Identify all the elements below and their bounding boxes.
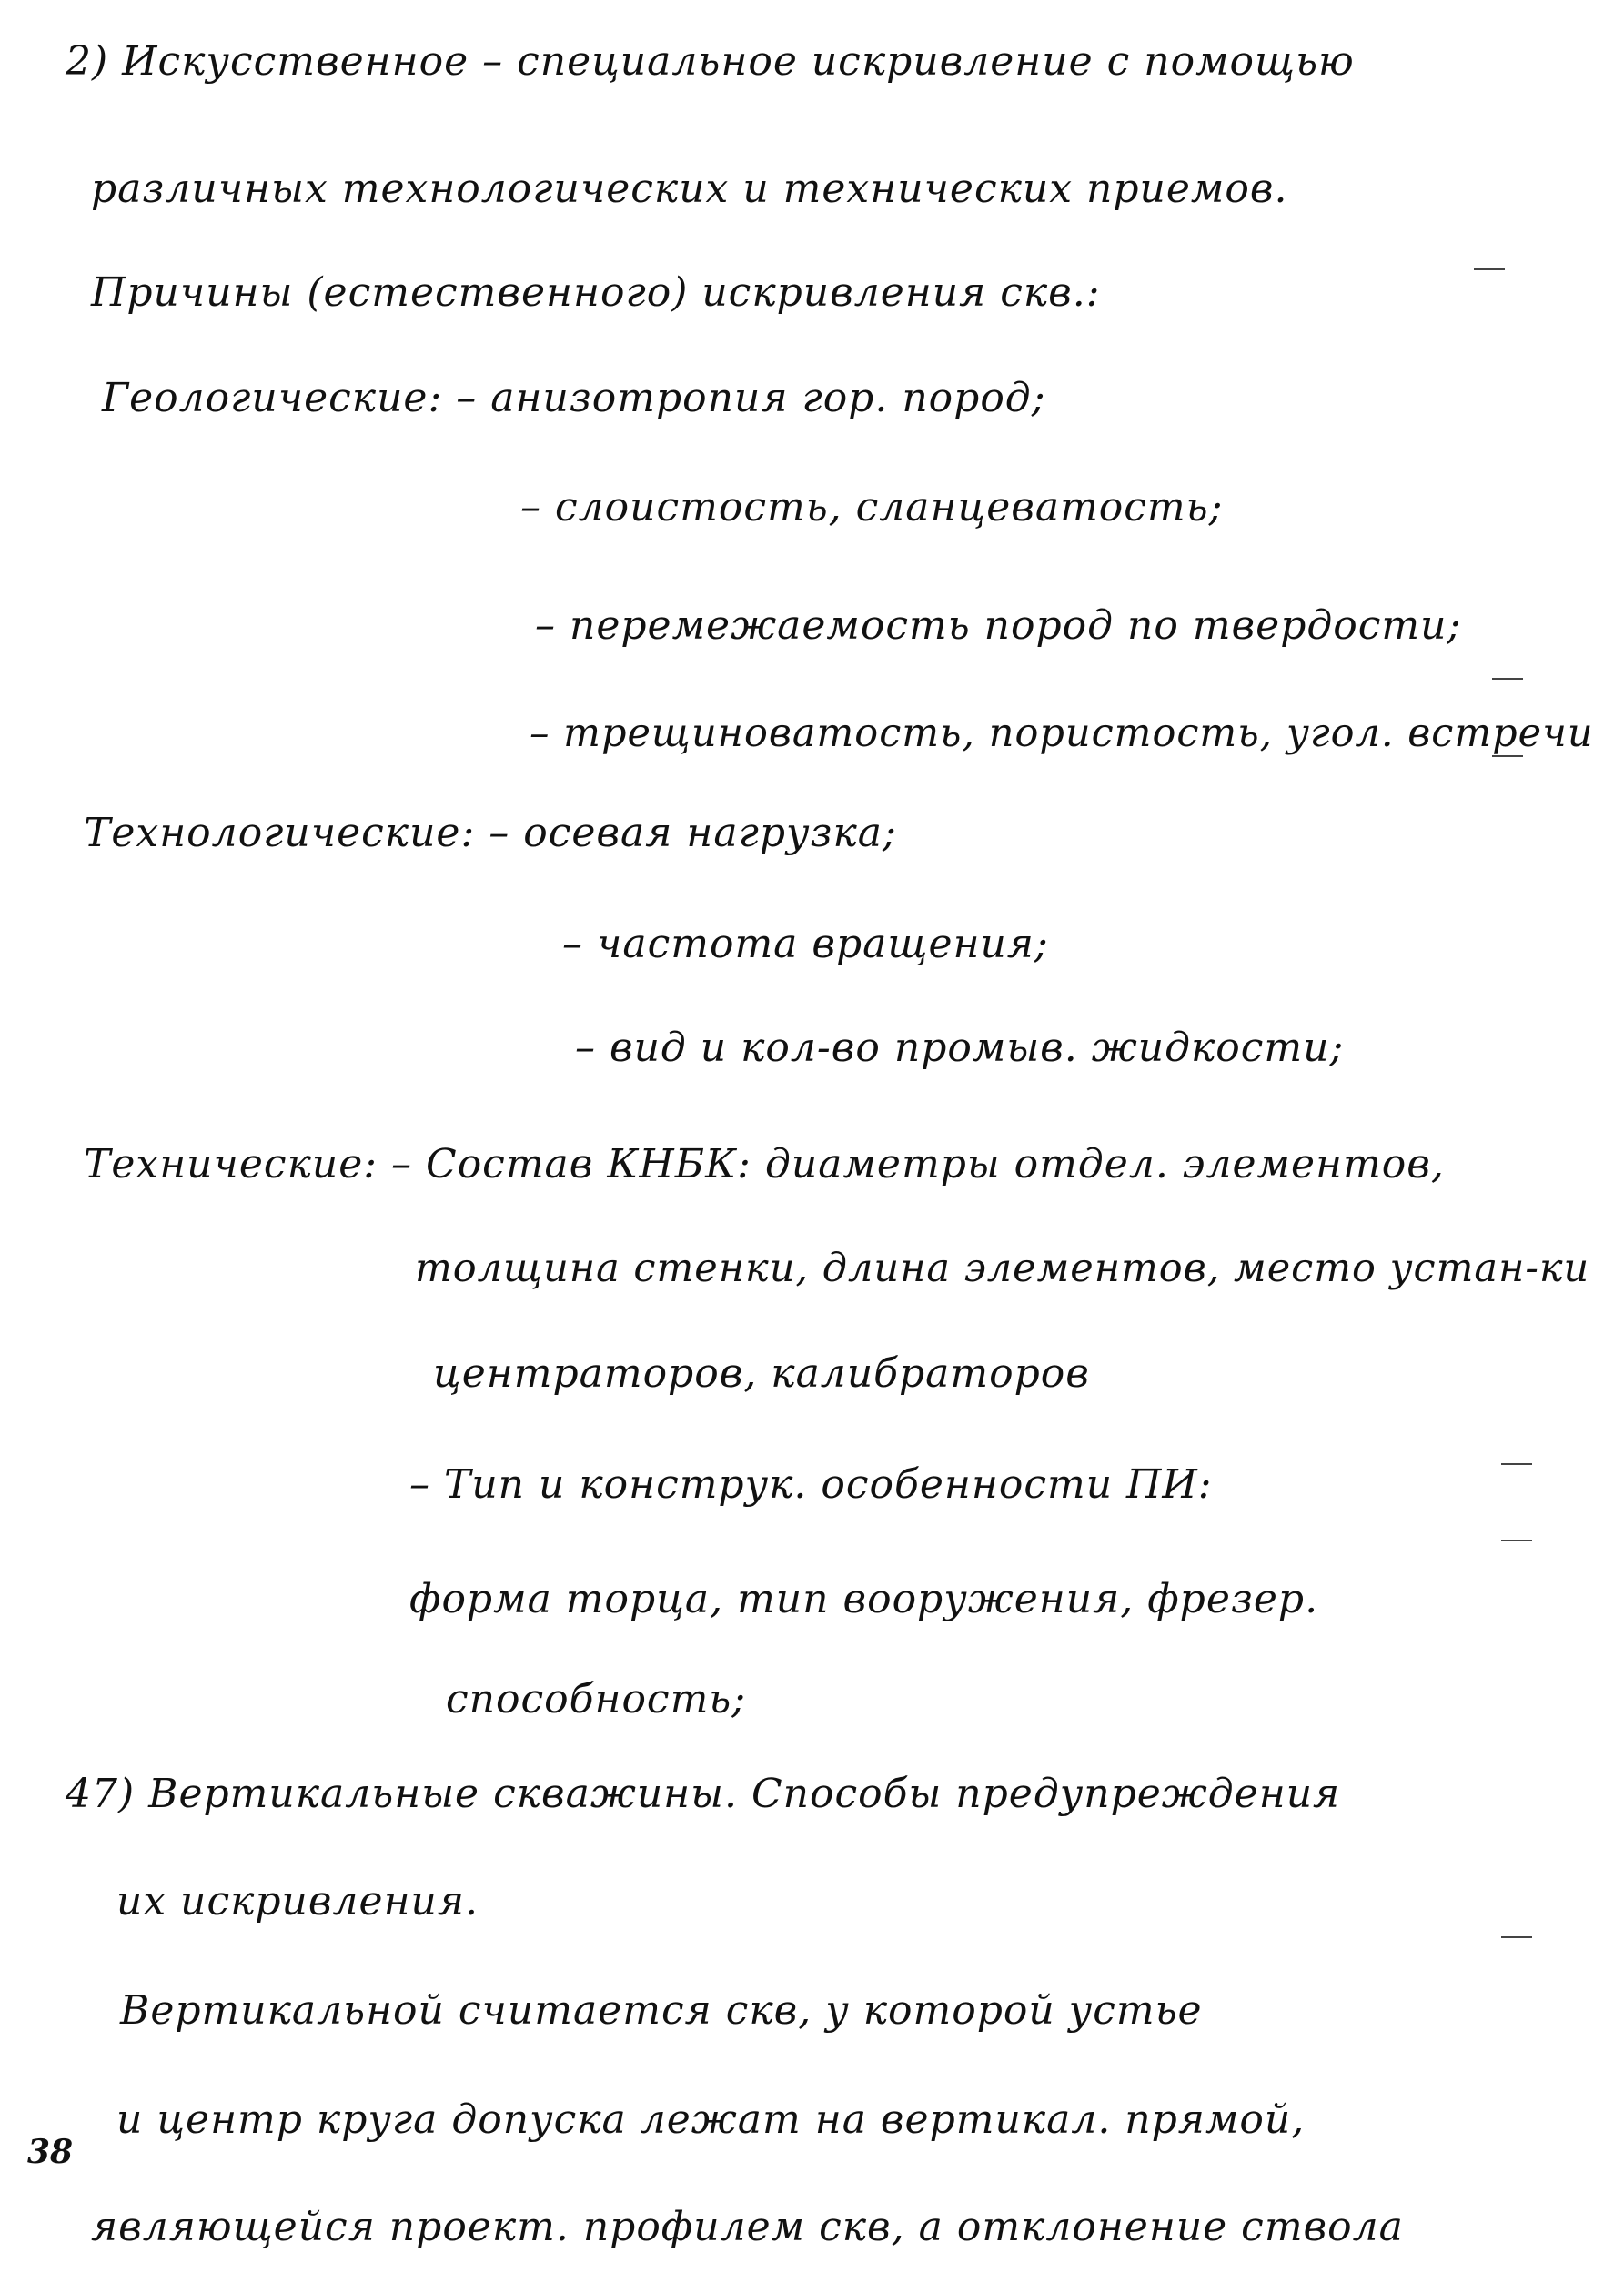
- text-line-9: – частота вращения;: [562, 921, 1049, 967]
- text-line-1: 2) Искусственное – специальное искривление с помощью: [66, 38, 1355, 85]
- margin-dash-mark: [1492, 678, 1523, 680]
- text-line-18: их искривления.: [116, 1878, 479, 1924]
- text-line-5: – слоистость, сланцеватость;: [520, 484, 1224, 530]
- margin-dash-mark: [1501, 1540, 1532, 1541]
- text-line-2: различных технологических и технических приемов.: [91, 166, 1288, 212]
- text-line-6: – перемежаемость пород по твердости;: [535, 602, 1462, 649]
- text-line-21: являющейся проект. профилем скв, а отклонение ствола: [91, 2204, 1404, 2250]
- margin-dash-mark: [1501, 1463, 1532, 1465]
- text-line-13: центраторов, калибраторов: [433, 1350, 1090, 1397]
- text-line-17: 47) Вертикальные скважины. Способы предупреждения: [66, 1771, 1341, 1817]
- text-line-19: Вертикальной считается скв, у которой устье: [120, 1987, 1203, 2034]
- text-line-3: Причины (естественного) искривления скв.:: [91, 269, 1101, 316]
- text-line-12: толщина стенки, длина элементов, место устан-ки: [415, 1246, 1590, 1291]
- margin-dash-mark: [1501, 1936, 1532, 1938]
- margin-dash-mark: [1492, 755, 1523, 757]
- text-line-4: Геологические: – анизотропия гор. пород;: [102, 375, 1046, 421]
- text-line-8: Технологические: – осевая нагрузка;: [84, 810, 897, 856]
- text-line-11: Технические: – Состав КНБК: диаметры отдел. элементов,: [84, 1141, 1445, 1187]
- text-line-20: и центр круга допуска лежат на вертикал. прямой,: [116, 2096, 1306, 2143]
- text-line-10: – вид и кол-во промыв. жидкости;: [575, 1025, 1345, 1071]
- text-line-7: – трещиноватость, пористость, угол. встречи: [530, 711, 1594, 756]
- margin-dash-mark: [1474, 268, 1505, 270]
- page-number: 38: [27, 2133, 74, 2171]
- text-line-16: способность;: [446, 1676, 747, 1722]
- text-line-15: форма торца, тип вооружения, фрезер.: [409, 1576, 1319, 1622]
- text-line-14: – Тип и конструк. особенности ПИ:: [409, 1461, 1213, 1508]
